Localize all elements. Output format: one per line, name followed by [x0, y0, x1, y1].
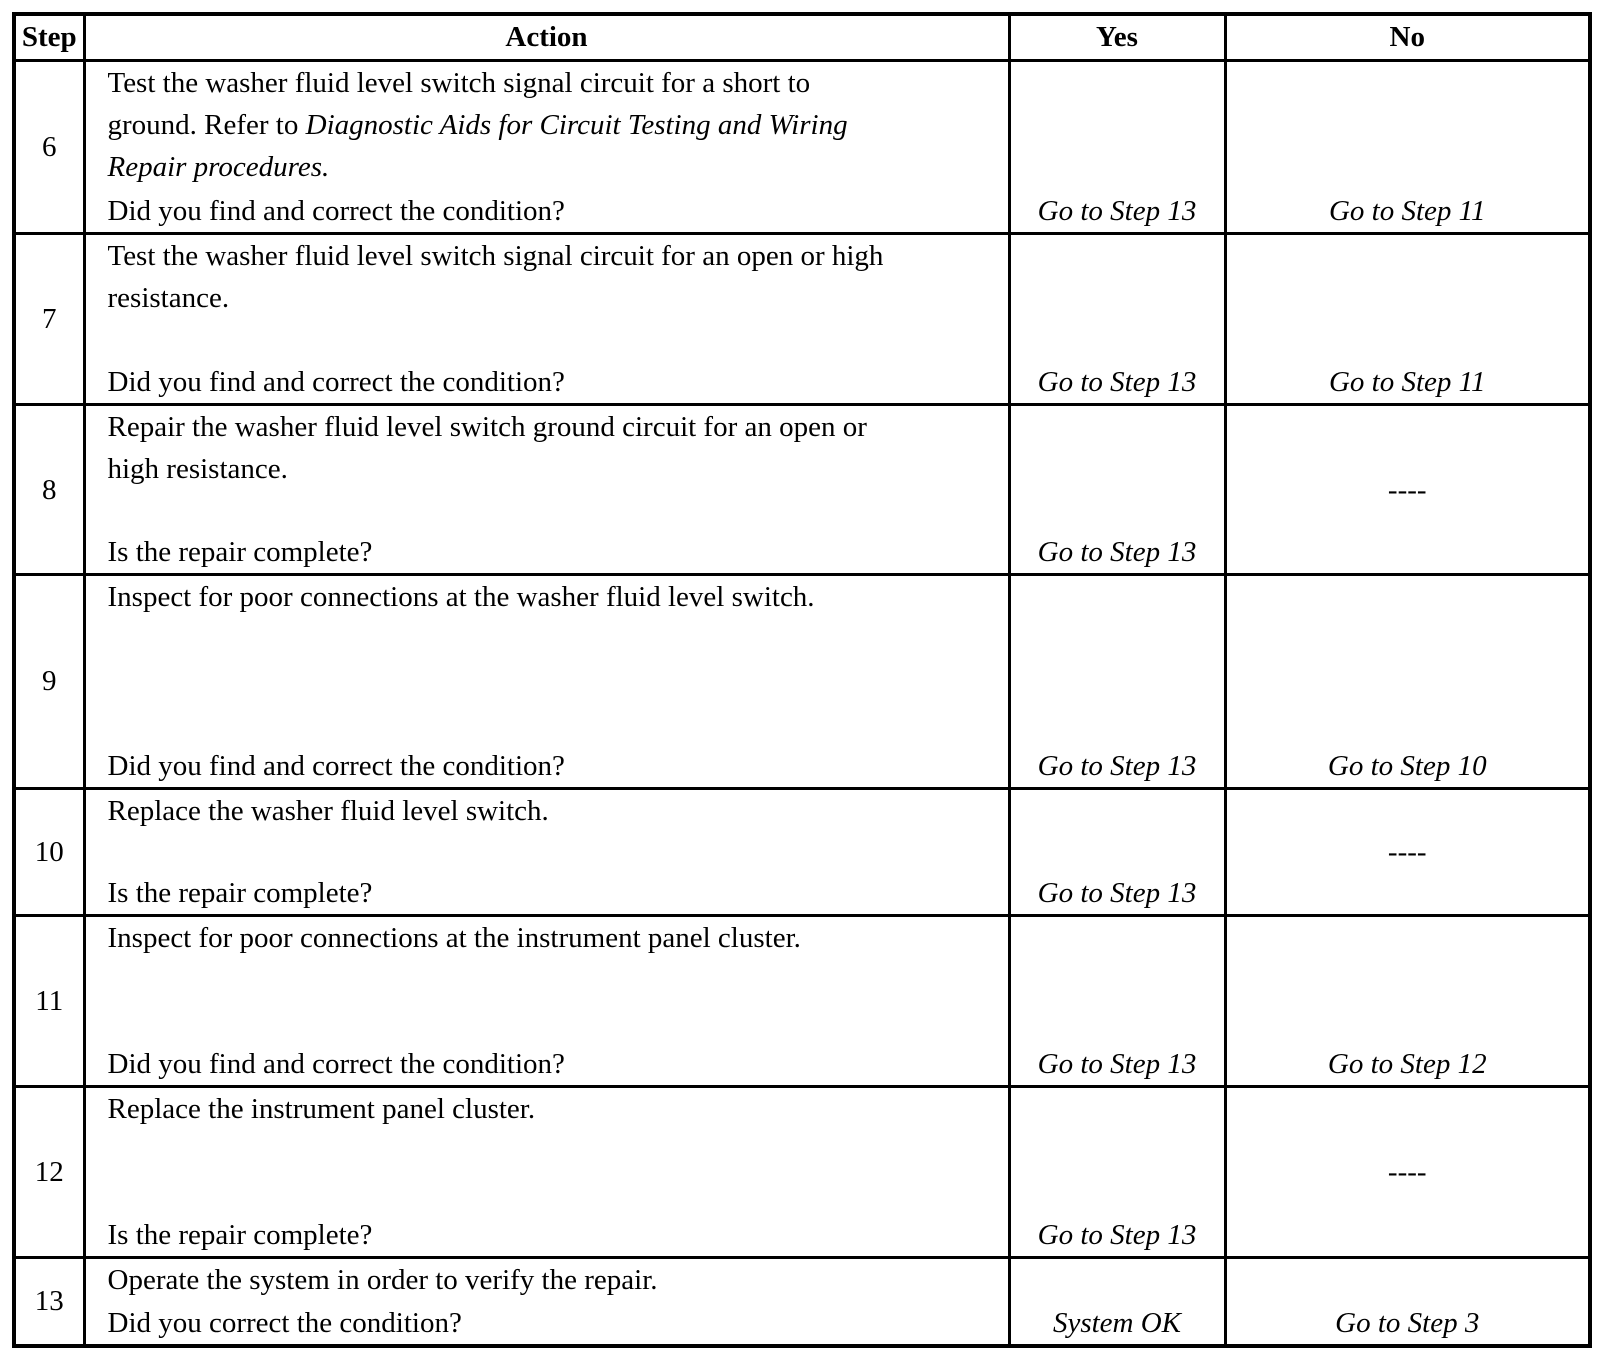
action-text: Replace the washer fluid level switch. — [107, 794, 549, 827]
yes-result: Go to Step 13 — [1009, 788, 1225, 916]
action-cell — [84, 788, 1009, 916]
action-text: Repair the washer fluid level switch ground circuit for an open or — [107, 410, 867, 443]
action-cell — [84, 1087, 1009, 1258]
diagnostic-steps-table — [12, 12, 1592, 1348]
no-result: ---- — [1225, 1087, 1590, 1258]
action-cell — [84, 916, 1009, 1087]
table-row — [14, 1087, 1590, 1258]
yes-result: Go to Step 13 — [1009, 916, 1225, 1087]
table-row — [14, 1257, 1590, 1346]
action-text: high resistance. — [107, 452, 288, 485]
table-row — [14, 234, 1590, 405]
header-yes: Yes — [1009, 14, 1225, 60]
no-result: ---- — [1225, 788, 1590, 916]
action-cell — [84, 60, 1009, 234]
table-row — [14, 916, 1590, 1087]
action-cell — [84, 1257, 1009, 1346]
yes-result: Go to Step 13 — [1009, 234, 1225, 405]
no-result: Go to Step 12 — [1225, 916, 1590, 1087]
action-question: Did you find and correct the condition? — [107, 1048, 565, 1081]
header-action: Action — [84, 14, 1009, 60]
table-row — [14, 404, 1590, 575]
header-step: Step — [14, 14, 84, 60]
step-number: 8 — [14, 404, 84, 575]
no-result: Go to Step 3 — [1225, 1257, 1590, 1346]
table-header-row — [14, 14, 1590, 60]
no-result: Go to Step 10 — [1225, 575, 1590, 788]
action-text: resistance. — [107, 282, 230, 315]
action-text: Inspect for poor connections at the instrument panel cluster. — [107, 922, 801, 955]
action-cell — [84, 234, 1009, 405]
action-question: Did you find and correct the condition? — [107, 195, 565, 228]
table-row — [14, 788, 1590, 916]
step-number: 9 — [14, 575, 84, 788]
action-text: Operate the system in order to verify the repair. — [107, 1263, 658, 1296]
action-question: Is the repair complete? — [107, 877, 373, 910]
header-no: No — [1225, 14, 1590, 60]
action-question: Is the repair complete? — [107, 536, 373, 569]
action-question: Did you find and correct the condition? — [107, 365, 565, 398]
step-number: 11 — [14, 916, 84, 1087]
action-text: Test the washer fluid level switch signal circuit for an open or high — [107, 240, 884, 273]
action-cell — [84, 575, 1009, 788]
action-question: Is the repair complete? — [107, 1218, 373, 1251]
reference-link-text: Repair procedures. — [107, 150, 330, 183]
step-number: 10 — [14, 788, 84, 916]
action-text: Replace the instrument panel cluster. — [107, 1093, 536, 1126]
action-question: Did you find and correct the condition? — [107, 749, 565, 782]
no-result: Go to Step 11 — [1225, 234, 1590, 405]
action-text: Inspect for poor connections at the washer fluid level switch. — [107, 581, 815, 614]
step-number: 7 — [14, 234, 84, 405]
step-number: 12 — [14, 1087, 84, 1258]
yes-result: Go to Step 13 — [1009, 404, 1225, 575]
no-result: ---- — [1225, 404, 1590, 575]
action-text: Test the washer fluid level switch signal circuit for a short to — [107, 66, 811, 99]
reference-link-text: Diagnostic Aids for Circuit Testing and Wiring — [305, 108, 848, 141]
no-result: Go to Step 11 — [1225, 60, 1590, 234]
table-row — [14, 575, 1590, 788]
table-row — [14, 60, 1590, 234]
action-cell — [84, 404, 1009, 575]
action-text: ground. Refer to — [107, 108, 306, 141]
yes-result: Go to Step 13 — [1009, 575, 1225, 788]
step-number: 6 — [14, 60, 84, 234]
yes-result: Go to Step 13 — [1009, 1087, 1225, 1258]
yes-result: Go to Step 13 — [1009, 60, 1225, 234]
step-number: 13 — [14, 1257, 84, 1346]
yes-result: System OK — [1009, 1257, 1225, 1346]
action-question: Did you correct the condition? — [107, 1307, 462, 1339]
